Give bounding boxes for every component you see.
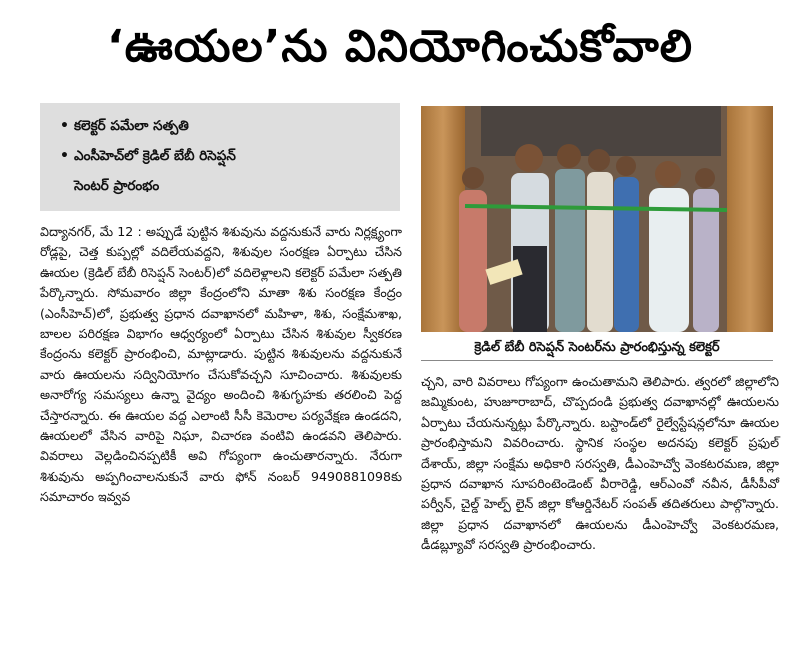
news-photo	[421, 106, 773, 332]
headline: ‘ఊయల’ను వినియోగించుకోవాలి	[107, 21, 693, 72]
highlight-item	[40, 141, 400, 171]
highlight-text-continued: సెంటర్ ప్రారంభం	[74, 178, 160, 194]
highlights-box	[40, 103, 400, 211]
article-paragraph: విద్యానగర్, మే 12 : అప్పుడే పుట్టిన శిశువును వద్దనుకునే వారు నిర్లక్ష్యంగా రోడ్లపై, చెత్త కుప్పల్లో వదిలేయవద్దని, శిశువుల సంరక్షణ ఏర్పాటు చేసిన ఊయల (క్రెడిల్ బేబీ రిసెప్షన్ సెంటర్)లో వదిలెళ్లాలని కలెక్టర్ పమేలా సత్పతి పేర్కొన్నారు. సోమవారం జిల్లా కేంద్రంలోని మాతా శిశు సంరక్షణ కేంద్రం (ఎంసీహెచ్)లో, ప్రభుత్వ ప్రధాన దవాఖానలో మహిళా, శిశు, సంక్షేమశాఖ, బాలల పరిరక్షణ విభాగం ఆధ్వర్యంలో ఏర్పాటు చేసిన శిశువుల స్వీకరణ కేంద్రంను కలెక్టర్ ప్రారంభించి, మాట్లాడారు. పుట్టిన శిశువులను వద్దనుకునే వారు ఊయలను సద్వినియోగం చేసుకోవచ్చని సూచించారు. శిశువులకు అనారోగ్య సమస్యలు ఉన్నా వైద్యం అందించి శిశుగృహకు తరలించి పెద్ద చేస్తారన్నారు. ఈ ఊయల వద్ద ఎలాంటి సీసీ కెమెరాల పర్యవేక్షణ ఉండదని, ఊయలలో వేసిన వారిపై నిఘా, విచారణ వంటివి ఉండవని తెలిపారు. వివరాలు వెల్లడించినప్పటికీ అవి గోప్యంగా ఉంచుతారన్నారు. నేరుగా శిశువును అప్పగించాలనుకునే వారు ఫోన్ నంబర్ 9490881098కు సమాచారం ఇవ్వవ	[40, 224, 402, 505]
highlight-text: కలెక్టర్ పమేలా సత్పతి	[74, 118, 189, 134]
article-column-left	[40, 222, 402, 508]
bullet-icon: •	[60, 118, 69, 134]
photo-caption: క్రెడిల్ బేబీ రిసెప్షన్ సెంటర్‌ను ప్రారంభిస్తున్న కలెక్టర్	[421, 336, 773, 361]
bullet-icon: •	[60, 148, 69, 164]
article-column-right	[421, 372, 779, 556]
highlight-text: ఎంసీహెచ్‌లో క్రెడిల్ బేబీ రిసెప్షన్	[74, 148, 236, 164]
article-paragraph: చ్చని, వారి వివరాలు గోప్యంగా ఉంచుతామని తెలిపారు. త్వరలో జిల్లాలోని జమ్మికుంట, హుజూరాబాద్, చొప్పదండి ప్రభుత్వ దవాఖానల్లో ఊయలను ఏర్పాటు చేయనున్నట్లు పేర్కొన్నారు. బస్టాండ్‌లో రైల్వేస్టేషన్లలోనూ ఊయల ప్రారంభిస్తామని వివరించారు. స్థానిక సంస్థల అదనపు కలెక్టర్ ప్రఫుల్ దేశాయ్, జిల్లా సంక్షేమ అధికారి సరస్వతి, డీఎంహెచ్వో వెంకటరమణ, జిల్లా ప్రధాన దవాఖాన సూపరింటెండెంట్ వీరారెడ్డి, ఆర్ఎంవో నవీన, డీసీపీవో పర్వీన్, చైల్డ్ హెల్ప్ లైన్ జిల్లా కోఆర్డినేటర్ సంపత్ తదితరులు పాల్గొన్నారు. జిల్లా ప్రధాన దవాఖానలో ఊయలను డీఎంహెచ్వో వెంకటరమణ, డీడబ్ల్యూవో సరస్వతి ప్రారంభించారు.	[421, 374, 779, 553]
highlight-item	[40, 111, 400, 141]
photo-illustration	[421, 106, 773, 332]
